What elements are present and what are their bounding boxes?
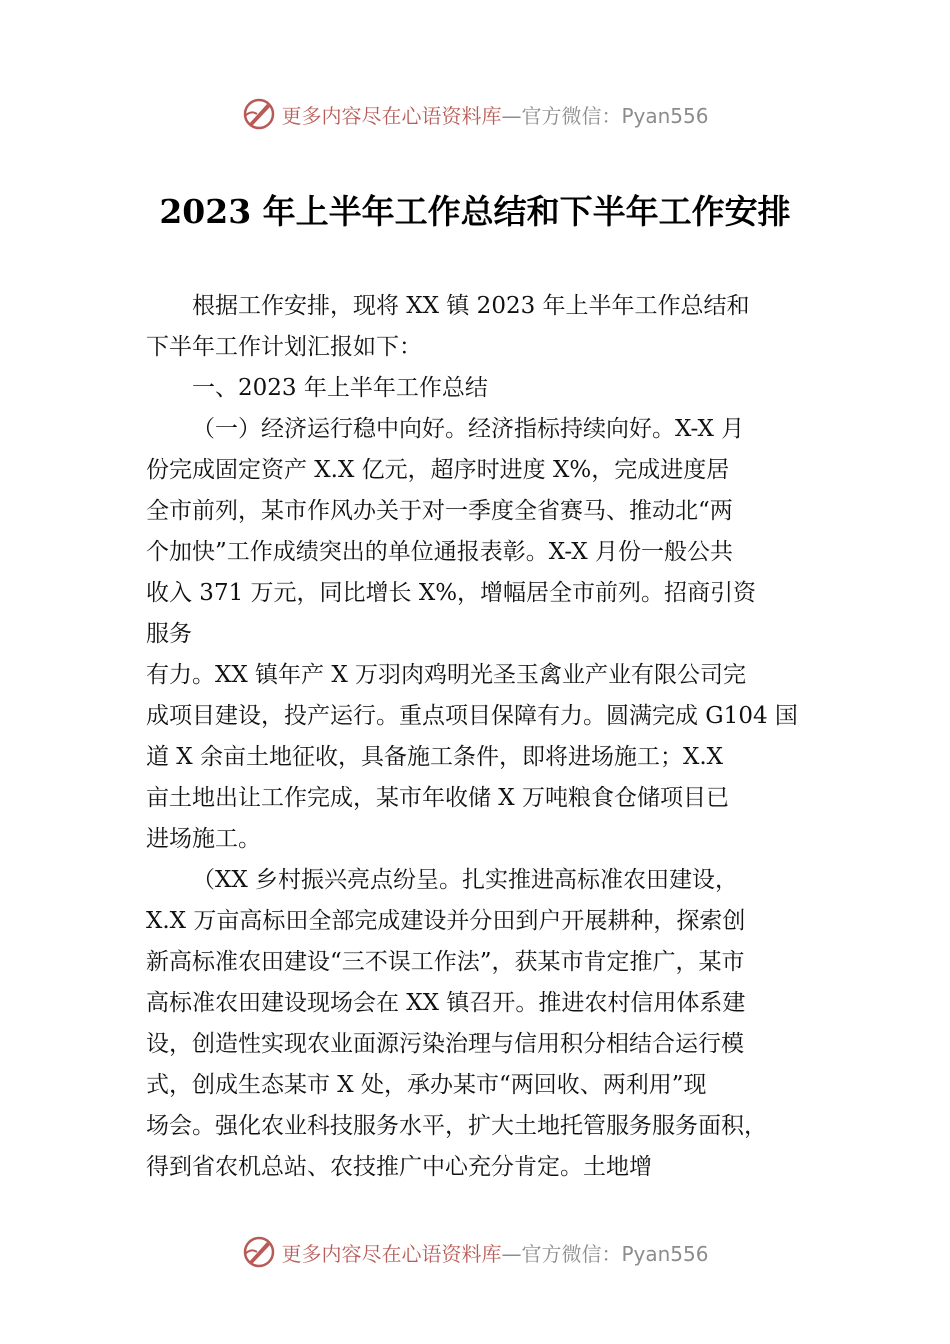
text-line: 个加快”工作成绩突出的单位通报表彰。X-X 月份一般公共	[146, 539, 733, 565]
text-line: 全市前列，某市作风办关于对一季度全省赛马、推动北“两	[146, 498, 733, 524]
footer-watermark-banner	[0, 1232, 950, 1272]
text-line: 成项目建设，投产运行。重点项目保障有力。圆满完成 G104 国	[146, 703, 798, 729]
pen-circle-logo-icon	[241, 96, 277, 132]
text-line: 服务	[146, 621, 192, 647]
text-line: 根据工作安排，现将 XX 镇 2023 年上半年工作总结和	[192, 293, 750, 319]
text-line: 设，创造性实现农业面源污染治理与信用积分相结合运行模	[146, 1031, 744, 1057]
text-line: 收入 371 万元，同比增长 X%，增幅居全市前列。招商引资	[146, 580, 757, 606]
text-line: 新高标准农田建设“三不误工作法”，获某市肯定推广，某市	[146, 949, 745, 975]
pen-circle-logo-icon	[241, 1234, 277, 1270]
text-line: 下半年工作计划汇报如下：	[146, 334, 422, 360]
text-line: 场会。强化农业科技服务水平，扩大土地托管服务服务面积，	[146, 1113, 767, 1139]
text-line: （一）经济运行稳中向好。经济指标持续向好。X-X 月	[192, 416, 745, 442]
watermark-text-red: 更多内容尽在心语资料库	[281, 1241, 502, 1266]
watermark-text-gray: —官方微信：Pyan556	[501, 1241, 709, 1266]
section-heading: 一、2023 年上半年工作总结	[192, 375, 488, 401]
watermark-text-red: 更多内容尽在心语资料库	[281, 103, 502, 128]
header-watermark-banner	[0, 94, 950, 134]
text-line: （XX 乡村振兴亮点纷呈。扎实推进高标准农田建设，	[192, 867, 739, 893]
text-line: 进场施工。	[146, 826, 261, 852]
document-title: 2023 年上半年工作总结和下半年工作安排	[159, 192, 791, 231]
text-line: 道 X 余亩土地征收，具备施工条件，即将进场施工；X.X	[146, 744, 724, 770]
text-line: 份完成固定资产 X.X 亿元，超序时进度 X%，完成进度居	[146, 457, 730, 483]
text-line: 有力。XX 镇年产 X 万羽肉鸡明光圣玉禽业产业有限公司完	[146, 662, 747, 688]
watermark-text-gray: —官方微信：Pyan556	[501, 103, 709, 128]
text-line: 亩土地出让工作完成，某市年收储 X 万吨粮食仓储项目已	[146, 785, 729, 811]
text-line: X.X 万亩高标田全部完成建设并分田到户开展耕种，探索创	[146, 908, 746, 934]
text-line: 得到省农机总站、农技推广中心充分肯定。土地增	[146, 1154, 652, 1180]
text-line: 高标准农田建设现场会在 XX 镇召开。推进农村信用体系建	[146, 990, 746, 1016]
document-body	[146, 286, 810, 1188]
text-line: 式，创成生态某市 X 处，承办某市“两回收、两利用”现	[146, 1072, 707, 1098]
